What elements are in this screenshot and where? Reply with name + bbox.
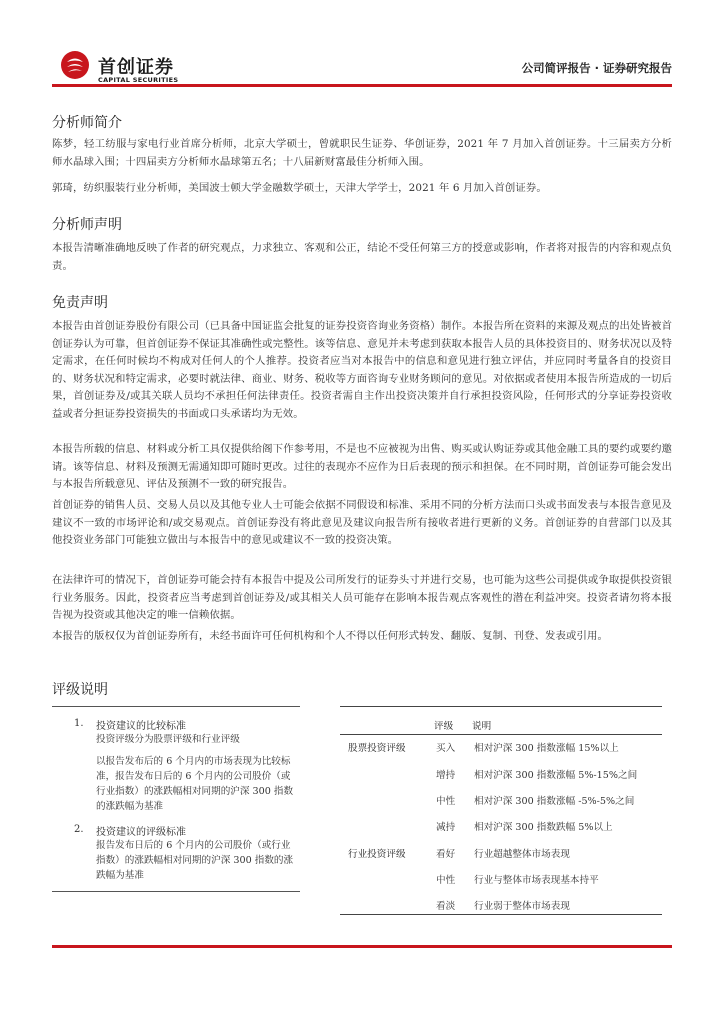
item-number: 1. <box>74 718 84 729</box>
disclaimer-paragraph-3: 首创证券的销售人员、交易人员以及其他专业人士可能会依据不同假设和标准、采用不同的分析方法而口头或书面发表与本报告意见及建议不一致的市场评论和/或交易观点。首创证券没有将此意见及建议向报告所有接收者进行更新的义务。首创证券的自营部门以及其他投资业务部门可能独立做出与本报告中的意见或建议不一致的投资决策。 <box>52 499 672 546</box>
table-row-desc: 行业弱于整体市场表现 <box>474 901 570 912</box>
table-row-desc: 行业超越整体市场表现 <box>474 849 570 860</box>
table-row-rating: 中性 <box>436 875 456 886</box>
rating-standards-box <box>52 706 302 896</box>
capital-securities-logo-icon <box>60 50 90 80</box>
header-divider <box>52 84 672 87</box>
rating-standard-heading: 投资建议的评级标准 <box>96 827 186 838</box>
rating-title: 评级说明 <box>52 682 108 698</box>
table-top-rule <box>340 706 662 707</box>
table-row-rating: 看淡 <box>436 901 456 912</box>
table-row-rating: 增持 <box>436 770 456 781</box>
table-row-rating: 中性 <box>436 796 456 807</box>
analyst-intro-paragraph-1: 陈梦，轻工纺服与家电行业首席分析师，北京大学硕士，曾就职民生证券、华创证券，2021 年 7 月加入首创证券。十三届卖方分析师水晶球入围；十四届卖方分析师水晶球第五名；十八届新财富最佳分析师入围。 <box>52 138 672 168</box>
divider <box>52 706 300 707</box>
rating-table <box>340 706 662 916</box>
company-logo <box>60 50 220 86</box>
analyst-statement-title: 分析师声明 <box>52 217 122 233</box>
comparison-standard-text-1: 投资评级分为股票评级和行业评级 <box>96 734 240 745</box>
stock-rating-label: 股票投资评级 <box>348 743 406 754</box>
rating-column-header: 评级 <box>434 721 454 732</box>
table-row-rating: 买入 <box>436 743 456 754</box>
table-row-rating: 减持 <box>436 822 456 833</box>
logo-chinese-name: 首创证券 <box>98 57 174 78</box>
analyst-statement-paragraph: 本报告清晰准确地反映了作者的研究观点，力求独立、客观和公正，结论不受任何第三方的授意或影响，作者将对报告的内容和观点负责。 <box>52 242 672 272</box>
item-number: 2. <box>74 824 84 835</box>
disclaimer-paragraph-5: 本报告的版权仅为首创证券所有，未经书面许可任何机构和个人不得以任何形式转发、翻版、复制、刊登、发表或引用。 <box>52 630 608 642</box>
table-row-desc: 相对沪深 300 指数涨幅 15%以上 <box>474 743 619 754</box>
analyst-intro-title: 分析师简介 <box>52 115 122 131</box>
table-row-desc: 行业与整体市场表现基本持平 <box>474 875 599 886</box>
table-bottom-rule <box>340 914 662 915</box>
analyst-intro-paragraph-2: 郭琦，纺织服装行业分析师，美国波士顿大学金融数学硕士，天津大学学士，2021 年 6 月加入首创证券。 <box>52 182 547 194</box>
table-row-desc: 相对沪深 300 指数涨幅 5%-15%之间 <box>474 770 638 781</box>
disclaimer-paragraph-1: 本报告由首创证券股份有限公司（已具备中国证监会批复的证券投资咨询业务资格）制作。本报告所在资料的来源及观点的出处皆被首创证券认为可靠，但首创证券不保证其准确性或完整性。该等信息、意见并未考虑到获取本报告人员的具体投资目的、财务状况以及特定需求，在任何时候均不构成对任何人的个人推荐。投资者应当对本报告中的信息和意见进行独立评估，并应同时考量各自的投资目的、财务状况和特定需求，必要时就法律、商业、财务、税收等方面咨询专业财务顾问的意见。对依据或者使用本报告所造成的一切后果，首创证券及/或其关联人员均不承担任何法律责任。投资者需自主作出投资决策并自行承担投资风险，任何形式的分享证券投资收益或者分担证券投资损失的书面或口头承诺均为无效。 <box>52 320 672 420</box>
table-row-desc: 相对沪深 300 指数涨幅 -5%-5%之间 <box>474 796 635 807</box>
rating-standard-text: 报告发布日后的 6 个月内的公司股价（或行业指数）的涨跌幅相对同期的沪深 300 指数的涨跌幅为基准 <box>96 840 294 881</box>
disclaimer-paragraph-4: 在法律许可的情况下，首创证券可能会持有本报告中提及公司所发行的证券头寸并进行交易，也可能为这些公司提供或争取提供投资银行业务服务。因此，投资者应当考虑到首创证券及/或其相关人员可能存在影响本报告观点客观性的潜在利益冲突。投资者请勿将本报告视为投资或其他决定的唯一信赖依据。 <box>52 574 672 621</box>
footer-divider <box>52 945 672 948</box>
report-type-label: 公司简评报告 · 证券研究报告 <box>521 61 672 75</box>
description-column-header: 说明 <box>472 721 492 732</box>
table-header-rule <box>340 734 662 735</box>
comparison-standard-heading: 投资建议的比较标准 <box>96 721 186 732</box>
divider <box>52 891 300 892</box>
table-row-desc: 相对沪深 300 指数跌幅 5%以上 <box>474 822 613 833</box>
industry-rating-label: 行业投资评级 <box>348 849 406 860</box>
comparison-standard-text-2: 以报告发布后的 6 个月内的市场表现为比较标准，报告发布日后的 6 个月内的公司股价（或行业指数）的涨跌幅相对同期的沪深 300 指数的涨跌幅为基准 <box>96 756 294 812</box>
disclaimer-paragraph-2: 本报告所载的信息、材料或分析工具仅提供给阁下作参考用，不是也不应被视为出售、购买或认购证券或其他金融工具的要约或要约邀请。该等信息、材料及预测无需通知即可随时更改。过往的表现亦不应作为日后表现的预示和担保。在不同时期，首创证券可能会发出与本报告所载意见、评估及预测不一致的研究报告。 <box>52 443 672 490</box>
logo-english-name: CAPITAL SECURITIES <box>98 76 179 84</box>
table-row-rating: 看好 <box>436 849 456 860</box>
page-header <box>52 46 672 86</box>
disclaimer-title: 免责声明 <box>52 295 108 311</box>
